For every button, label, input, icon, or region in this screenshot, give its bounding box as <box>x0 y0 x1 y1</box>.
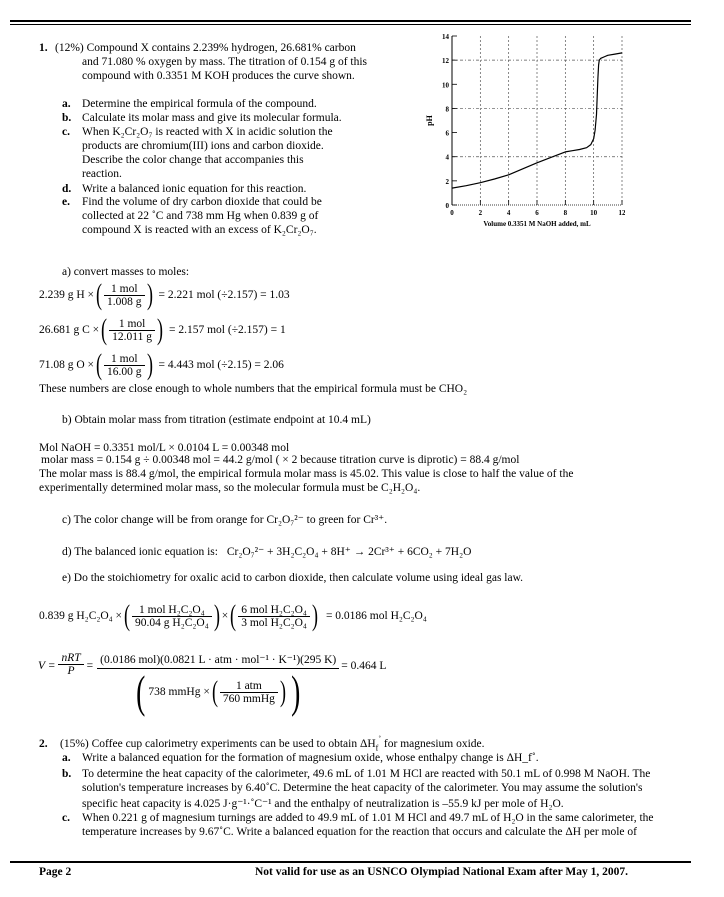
molar-mass-calc: molar mass = 0.154 g ÷ 0.00348 mol = 44.2 g/mol ( × 2 because titration curve is diprotic) = 88.4 g/mol <box>41 454 520 466</box>
left-paren: ( <box>124 599 131 632</box>
nrt-over-p <box>58 652 83 677</box>
part-letter: e. <box>62 196 70 208</box>
part-text: Find the volume of dry carbon dioxide that could be <box>82 196 322 208</box>
part-text: Write a balanced ionic equation for this reaction. <box>82 183 307 195</box>
fraction-numerator: 1 mol <box>104 353 145 366</box>
header-rule-thin <box>10 24 691 25</box>
fraction <box>132 604 212 629</box>
ideal-gas-calc <box>38 652 386 715</box>
balanced-ionic-equation: Cr₂O₇²⁻ + 3H₂C₂O₄ + 8H⁺ → 2Cr³⁺ + 6CO₂ + 7H₂O <box>226 546 472 558</box>
stoich-lhs: 0.839 g H₂C₂O₄ × <box>39 610 123 622</box>
right-paren: ) <box>291 666 301 717</box>
part-text: When K₂Cr₂O₇ is reacted with X in acidic solution the <box>82 126 333 138</box>
fraction <box>104 353 145 378</box>
mole-calc-lhs: 2.239 g H × <box>39 289 95 301</box>
mole-calc-lhs: 71.08 g O × <box>39 359 95 371</box>
right-paren: ) <box>146 348 153 381</box>
part-text: compound X is reacted with an excess of K₂Cr₂O₇. <box>82 224 317 236</box>
fraction-numerator: nRT <box>58 652 83 665</box>
y-tick-label: 4 <box>445 153 449 162</box>
left-paren: ( <box>211 675 218 708</box>
part-letter: b. <box>62 768 72 780</box>
fraction-numerator: 1 mol <box>109 318 155 331</box>
y-tick-label: 10 <box>442 81 449 90</box>
page-number: Page 2 <box>39 866 72 878</box>
x-tick-label: 4 <box>506 209 511 217</box>
fraction-denominator: 3 mol H₂C₂O₄ <box>241 616 307 629</box>
part-text: Calculate its molar mass and give its molecular formula. <box>82 112 342 124</box>
answer-d-label <box>62 544 471 558</box>
x-tick-label: 10 <box>590 209 598 217</box>
fraction-denominator: 90.04 g H₂C₂O₄ <box>135 616 209 629</box>
part-letter: a. <box>62 98 71 110</box>
gas-result: = 0.464 L <box>341 660 387 672</box>
stoich-rhs: = 0.0186 mol H₂C₂O₄ <box>325 610 427 622</box>
question-intro-line: and 71.080 % oxygen by mass. The titration of 0.154 g of this <box>82 56 368 68</box>
molecular-formula-text: experimentally determined molar mass, so the molecular formula must be C₂H₂O₄. <box>39 482 421 494</box>
fraction-numerator: 6 mol H₂C₂O₄ <box>238 604 310 617</box>
fraction-numerator: 1 mol H₂C₂O₄ <box>132 604 212 617</box>
mole-calc-row <box>39 315 286 345</box>
fraction-numerator: (0.0186 mol)(0.0821 L · atm · mol⁻¹ · K⁻¹)(295 K) <box>97 652 339 669</box>
part-letter: b. <box>62 112 72 124</box>
pressure-value: 738 mmHg × <box>148 686 210 698</box>
left-paren: ( <box>96 278 103 311</box>
gas-v: V = <box>38 660 56 672</box>
part-letter: d. <box>62 183 72 195</box>
x-tick-label: 12 <box>618 209 625 217</box>
x-tick-label: 6 <box>535 209 539 217</box>
part-text: Determine the empirical formula of the compound. <box>82 98 317 110</box>
empirical-formula-text: These numbers are close enough to whole numbers that the empirical formula must be CHO₂ <box>39 383 468 395</box>
mole-calc-lhs: 26.681 g C × <box>39 324 100 336</box>
left-paren: ( <box>101 313 108 346</box>
part-text: temperature increases by 9.67˚C. Write a balanced equation for the reaction that occurs and calculate the ΔH per mole of <box>82 826 637 838</box>
y-tick-label: 2 <box>445 177 449 186</box>
y-tick-label: 12 <box>442 57 449 66</box>
fraction <box>238 604 310 629</box>
x-tick-label: 2 <box>478 209 483 217</box>
left-paren: ( <box>96 348 103 381</box>
question-intro-line: compound with 0.3351 M KOH produces the curve shown. <box>82 70 355 82</box>
fraction-denominator: 16.00 g <box>107 365 142 378</box>
fraction-denominator: P <box>67 665 75 677</box>
footer-notice: Not valid for use as an USNCO Olympiad National Exam after May 1, 2007. <box>255 866 629 878</box>
fraction-numerator: 1 atm <box>220 680 278 693</box>
part-text: products are chromium(III) ions and carbon dioxide. <box>82 140 324 152</box>
part-text: Write a balanced equation for the formation of magnesium oxide, whose enthalpy change is ΔH_f˚. <box>82 752 539 764</box>
answer-e-text: e) Do the stoichiometry for oxalic acid to carbon dioxide, then calculate volume using ideal gas law. <box>62 572 524 584</box>
part-letter: c. <box>62 126 70 138</box>
question-intro-text: (15%) Coffee cup calorimetry experiments can be used to obtain ΔH <box>60 738 376 750</box>
right-paren: ) <box>311 599 318 632</box>
right-paren: ) <box>146 278 153 311</box>
equals-sign: = <box>86 660 94 672</box>
header-rule <box>10 20 691 22</box>
x-tick-label: 8 <box>563 209 568 217</box>
fraction <box>109 318 155 343</box>
right-paren: ) <box>279 675 286 708</box>
part-text: specific heat capacity is 4.025 J·g⁻¹·˚C⁻¹ and the enthalpy of neutralization is –55.9 kJ per mole of H₂O. <box>82 798 564 810</box>
stoichiometry-calc <box>39 601 427 631</box>
part-text: To determine the heat capacity of the calorimeter, 49.6 mL of 1.01 M HCl are reacted with 50.1 mL of 0.998 M NaOH. The <box>82 768 651 780</box>
question-number: 2. <box>39 738 48 750</box>
y-tick-label: 8 <box>445 105 449 114</box>
part-text: Describe the color change that accompanies this <box>82 154 304 166</box>
part-text: When 0.221 g of magnesium turnings are added to 49.9 mL of 1.01 M HCl and 49.7 mL of H₂O in the same calorimeter, the <box>82 812 654 824</box>
y-tick-label: 14 <box>442 33 449 41</box>
times-sign: × <box>221 610 229 622</box>
part-text: reaction. <box>82 168 122 180</box>
fraction <box>104 283 145 308</box>
mole-calc-row <box>39 280 290 310</box>
titration-chart <box>410 28 625 233</box>
y-axis-label: pH <box>425 115 434 126</box>
answer-a-heading: a) convert masses to moles: <box>62 266 190 278</box>
part-text: solution's temperature increases by 6.40˚C. Determine the heat capacity of the calorimeter. You may assume the solution's <box>82 782 643 794</box>
part-letter: c. <box>62 812 70 824</box>
molecular-formula-text: The molar mass is 88.4 g/mol, the empirical formula molar mass is 45.02. This value is close to half the value of the <box>39 468 574 480</box>
question-number: 1. <box>39 42 48 54</box>
part-letter: a. <box>62 752 71 764</box>
answer-c-text: c) The color change will be from orange for Cr₂O₇²⁻ to green for Cr³⁺. <box>62 514 388 526</box>
mole-calc-rhs: = 2.157 mol (÷2.157) = 1 <box>168 324 286 336</box>
right-paren: ) <box>213 599 220 632</box>
mol-naoh-calc: Mol NaOH = 0.3351 mol/L × 0.0104 L = 0.00348 mol <box>39 442 290 454</box>
subscript: f <box>375 743 379 753</box>
left-paren: ( <box>136 666 146 717</box>
fraction-denominator: 12.011 g <box>112 330 152 343</box>
fraction-denominator <box>97 666 339 717</box>
answer-d-label-text: d) The balanced ionic equation is: <box>62 546 218 558</box>
x-tick-label: 0 <box>450 209 454 217</box>
x-axis-label: Volume 0.3351 M NaOH added, mL <box>483 220 591 228</box>
fraction <box>220 680 278 705</box>
left-paren: ( <box>230 599 237 632</box>
fraction-denominator: 1.008 g <box>107 295 142 308</box>
mole-calc-rhs: = 4.443 mol (÷2.15) = 2.06 <box>158 359 284 371</box>
superscript: ˚ <box>378 735 382 745</box>
mole-calc-rhs: = 2.221 mol (÷2.157) = 1.03 <box>158 289 290 301</box>
question-intro-end: for magnesium oxide. <box>381 738 485 750</box>
y-tick-label: 0 <box>445 202 449 210</box>
right-paren: ) <box>156 313 163 346</box>
answer-b-heading: b) Obtain molar mass from titration (estimate endpoint at 10.4 mL) <box>62 414 371 426</box>
footer-rule <box>10 861 691 863</box>
y-tick-label: 6 <box>445 129 449 138</box>
part-text: collected at 22 ˚C and 738 mm Hg when 0.839 g of <box>82 210 319 222</box>
question-intro <box>60 735 485 753</box>
question-intro-line: (12%) Compound X contains 2.239% hydrogen, 26.681% carbon <box>55 42 356 54</box>
gas-fraction <box>97 652 339 715</box>
fraction-denominator: 760 mmHg <box>222 692 275 705</box>
mole-calc-row <box>39 350 284 380</box>
fraction-numerator: 1 mol <box>104 283 145 296</box>
